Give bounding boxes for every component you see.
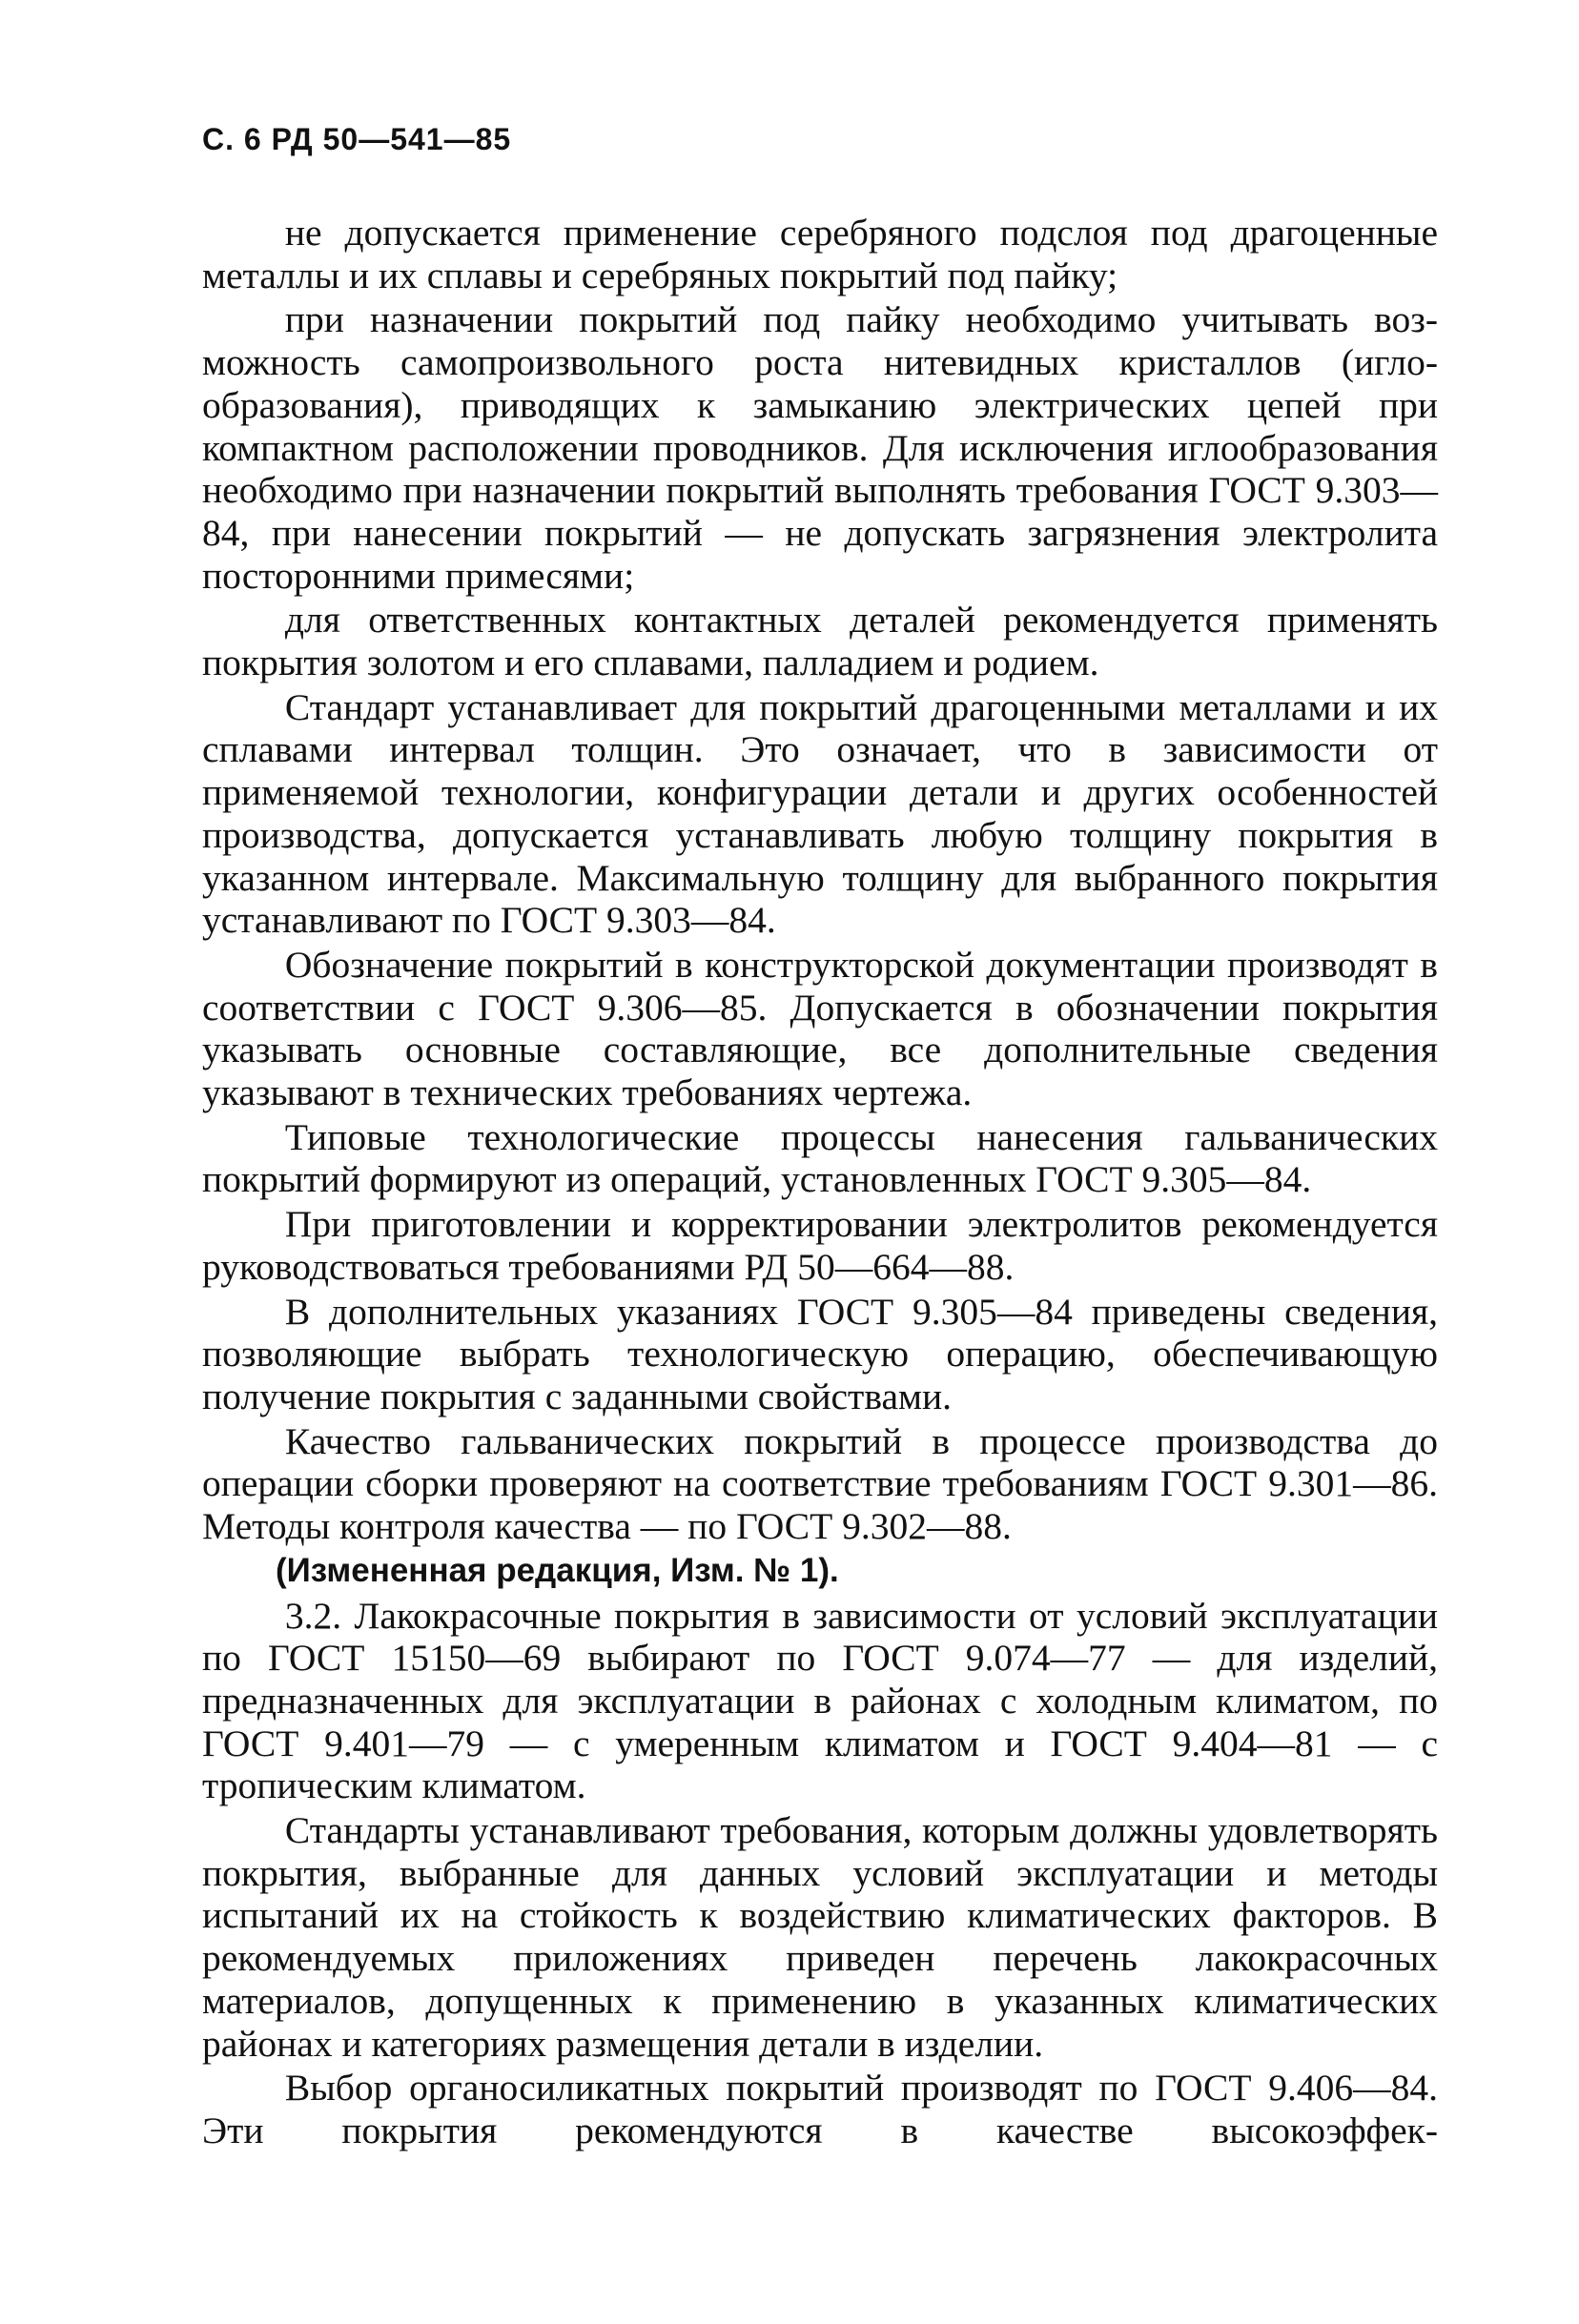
paragraph: Стандарт устанавливает для покрытий драгоценными металлами и их сплавами интервал толщин. Это означает, что в зависимости от применяемой технологии, конфигурации детали и других особенностей производства, допускается устанавливать любую толщину покрытия в указанном интервале. Максимальную толщину для выбранного покрытия устанавливают по ГОСТ 9.303—84. <box>202 685 1438 942</box>
body-text <box>202 212 1438 2152</box>
page-header: С. 6 РД 50—541—85 <box>202 122 512 156</box>
paragraph: Качество гальванических покрытий в процессе производства до операции сборки проверяют на соответствие требованиям ГОСТ 9.301—86. Методы контроля качества — по ГОСТ 9.302—88. <box>202 1419 1438 1548</box>
paragraph: при назначении покрытий под пайку необходимо учитывать возможность самопроизвольного роста нитевидных кристаллов (иглообразования), приводящих к замыканию электрических цепей при компактном расположении проводников. Для исключения иглообразования необходимо при назначении покрытий выполнять требования ГОСТ 9.303—84, при нанесении покрытий — не допускать загрязнения электролита посторонними примесями; <box>202 298 1438 597</box>
paragraph: 3.2. Лакокрасочные покрытия в зависимости от условий эксплуатации по ГОСТ 15150—69 выбирают по ГОСТ 9.074—77 — для изделий, предназначенных для эксплуатации в районах с холодным климатом, по ГОСТ 9.401—79 — с умеренным климатом и ГОСТ 9.404—81 — с тропическим климатом. <box>202 1594 1438 1807</box>
paragraph: для ответственных контактных деталей рекомендуется применять покрытия золотом и его сплавами, палладием и родием. <box>202 599 1438 684</box>
paragraph: При приготовлении и корректировании электролитов рекомендуется руководствоваться требованиями РД 50—664—88. <box>202 1203 1438 1288</box>
paragraph: Выбор органосиликатных покрытий производят по ГОСТ 9.406—84. Эти покрытия рекомендуются в качестве высокоэффек- <box>202 2067 1438 2151</box>
amendment-note: (Измененная редакция, Изм. № 1). <box>276 1551 839 1589</box>
paragraph: Обозначение покрытий в конструкторской документации производят в соответствии с ГОСТ 9.306—85. Допускается в обозначении покрытия указывать основные составляющие, все дополнительные сведения указывают в технических требованиях чертежа. <box>202 943 1438 1114</box>
paragraph: В дополнительных указаниях ГОСТ 9.305—84 приведены сведения, позволяющие выбрать технологическую операцию, обеспечивающую получение покрытия с заданными свойствами. <box>202 1290 1438 1417</box>
paragraph: Стандарты устанавливают требования, которым должны удовлетворять покрытия, выбранные для данных условий эксплуатации и методы испытаний их на стойкость к воздействию климатических факторов. В рекомендуемых приложениях приведен перечень лакокрасочных материалов, допущенных к применению в указанных климатических районах и категориях размещения детали в изделии. <box>202 1809 1438 2065</box>
paragraph: Типовые технологические процессы нанесения гальванических покрытий формируют из операций, установленных ГОСТ 9.305—84. <box>202 1115 1438 1201</box>
paragraph: не допускается применение серебряного подслоя под драгоценные металлы и их сплавы и серебряных покрытий под пайку; <box>202 212 1438 296</box>
